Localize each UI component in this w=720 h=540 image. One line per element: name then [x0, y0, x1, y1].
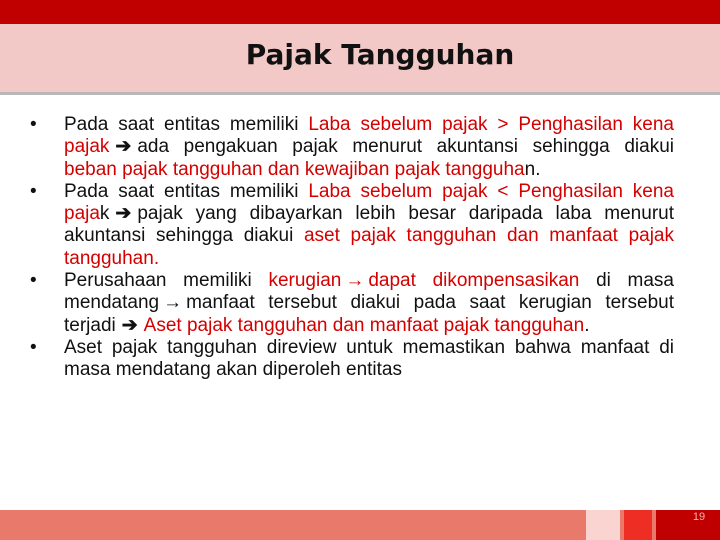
bullet-item — [30, 337, 674, 382]
footer-square-red — [624, 510, 652, 540]
title-band — [0, 24, 720, 92]
highlight-text: aset pajak tangguhan dan manfaat pajak tangguhan. — [64, 225, 674, 269]
bullet-marker: • — [30, 180, 37, 202]
thin-arrow-icon: → — [163, 292, 183, 314]
right-arrow-icon: ➔ — [115, 203, 132, 225]
bullet-text: . — [584, 314, 590, 336]
page-number: 19 — [692, 511, 706, 523]
bullet-text: ada pengakuan pajak menurut akuntansi sehingga diakui — [137, 136, 674, 158]
bullet-text: n. — [524, 158, 541, 180]
highlight-text: beban pajak tangguhan dan kewajiban pajak tangguha — [64, 158, 525, 180]
bullet-item — [30, 181, 674, 270]
highlight-text: kerugian — [268, 270, 342, 292]
slide-title: Pajak Tangguhan — [245, 37, 515, 71]
right-arrow-icon: ➔ — [115, 136, 132, 158]
top-accent-bar — [0, 0, 720, 24]
bullet-marker: • — [30, 114, 37, 135]
bullet-text: manfaat tersebut diakui pada saat kerugian tersebut terjadi — [64, 292, 674, 336]
bullet-text: di masa mendatang — [64, 270, 675, 314]
bullet-list — [30, 114, 674, 382]
title-divider — [0, 92, 720, 95]
bullet-marker: • — [30, 336, 37, 358]
bullet-text: Perusahaan memiliki — [64, 270, 269, 292]
footer-square-light — [586, 510, 620, 540]
highlight-text: Aset pajak tangguhan dan manfaat pajak tangguhan — [143, 314, 585, 336]
bullet-text: Pada saat entitas memiliki — [64, 180, 309, 202]
bullet-item — [30, 270, 674, 337]
bullet-marker: • — [30, 270, 37, 292]
bullet-text: Pada saat entitas memiliki — [64, 114, 309, 135]
bullet-text: pajak yang dibayarkan lebih besar daripada laba menurut akuntansi sehingga diakui — [64, 203, 674, 247]
thin-arrow-icon: → — [345, 270, 365, 292]
bullet-item — [30, 114, 674, 181]
right-arrow-icon: ➔ — [121, 314, 138, 336]
highlight-text: Laba sebelum pajak > Penghasilan kena pajak — [64, 114, 674, 158]
bullet-text: Aset pajak tangguhan direview untuk memastikan bahwa manfaat di masa mendatang akan diperoleh entitas — [64, 336, 674, 381]
bullet-text: k — [99, 203, 110, 225]
highlight-text: dapat dikompensasikan — [368, 270, 580, 292]
highlight-text: Laba sebelum pajak < Penghasilan kena paja — [64, 180, 674, 225]
